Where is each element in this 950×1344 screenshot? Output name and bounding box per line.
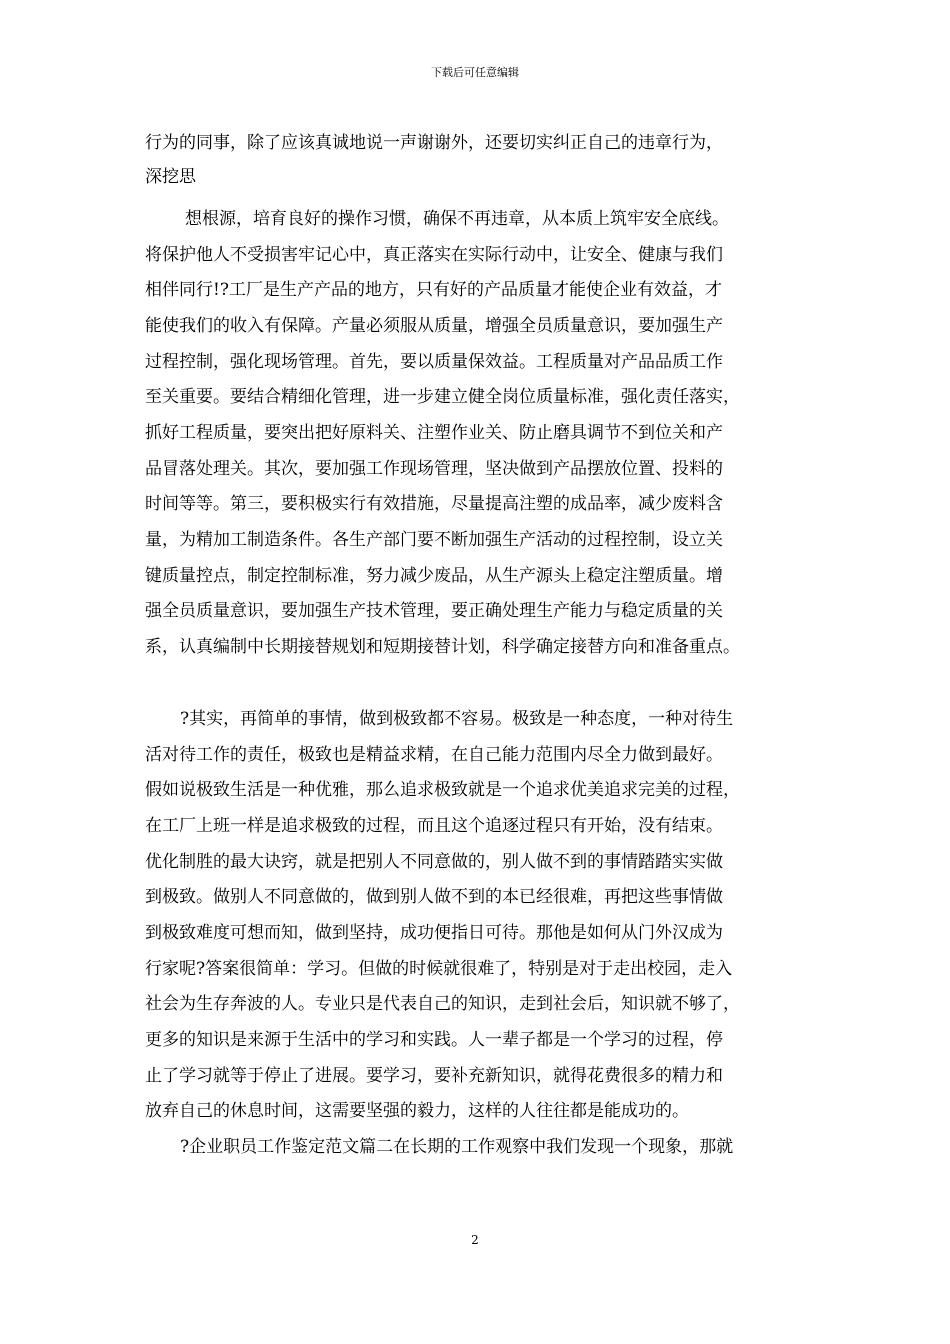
text-line: 在工厂上班一样是追求极致的过程，而且这个追逐过程只有开始，没有结束。 bbox=[145, 816, 723, 836]
text-line: 过程控制，强化现场管理。首先，要以质量保效益。工程质量对产品品质工作 bbox=[145, 352, 723, 372]
text-line: 将保护他人不受损害牢记心中，真正落实在实际行动中，让安全、健康与我们 bbox=[145, 245, 723, 265]
text-line: 到极致。做别人不同意做的，做到别人做不到的本已经很难，再把这些事情做 bbox=[145, 887, 723, 907]
text-line: 止了学习就等于停止了进展。要学习，要补充新知识，就得花费很多的精力和 bbox=[145, 1066, 723, 1086]
text-line: 社会为生存奔波的人。专业只是代表自己的知识，走到社会后，知识就不够了， bbox=[145, 994, 740, 1014]
text-line: 抓好工程质量，要突出把好原料关、注塑作业关、防止磨具调节不到位关和产 bbox=[145, 423, 723, 443]
text-line: 优化制胜的最大诀窍，就是把别人不同意做的，别人做不到的事情踏踏实实做 bbox=[145, 852, 723, 872]
text-line: 时间等等。第三，要积极实行有效措施，尽量提高注塑的成品率，减少废料含 bbox=[145, 494, 723, 514]
text-line: 深挖思 bbox=[145, 167, 196, 187]
text-line: 相伴同行!?工厂是生产产品的地方，只有好的产品质量才能使企业有效益，才 bbox=[145, 280, 722, 300]
text-line: ?其实，再简单的事情，做到极致都不容易。极致是一种态度，一种对待生 bbox=[180, 709, 734, 729]
text-line: ?企业职员工作鉴定范文篇二在长期的工作观察中我们发现一个现象，那就 bbox=[180, 1137, 734, 1157]
text-line: 活对待工作的责任，极致也是精益求精，在自己能力范围内尽全力做到最好。 bbox=[145, 745, 723, 765]
text-line: 假如说极致生活是一种优雅，那么追求极致就是一个追求优美追求完美的过程， bbox=[145, 780, 740, 800]
text-line: 想根源，培育良好的操作习惯，确保不再违章，从本质上筑牢安全底线。 bbox=[185, 209, 729, 229]
text-line: 放弃自己的休息时间，这需要坚强的毅力，这样的人往往都是能成功的。 bbox=[145, 1101, 689, 1121]
text-line: 强全员质量意识，要加强生产技术管理，要正确处理生产能力与稳定质量的关 bbox=[145, 601, 723, 621]
text-line: 行家呢?答案很简单：学习。但做的时候就很难了，特别是对于走出校园，走入 bbox=[145, 959, 733, 979]
text-line: 行为的同事，除了应该真诚地说一声谢谢外，还要切实纠正自己的违章行为， bbox=[145, 133, 723, 153]
text-line: 键质量控点，制定控制标准，努力减少废品，从生产源头上稳定注塑质量。增 bbox=[145, 566, 723, 586]
text-line: 量，为精加工制造条件。各生产部门要不断加强生产活动的过程控制，设立关 bbox=[145, 530, 723, 550]
text-line: 至关重要。要结合精细化管理，进一步建立健全岗位质量标准，强化责任落实， bbox=[145, 387, 740, 407]
text-line: 到极致难度可想而知，做到坚持，成功便指日可待。那他是如何从门外汉成为 bbox=[145, 923, 723, 943]
text-line: 能使我们的收入有保障。产量必须服从质量，增强全员质量意识，要加强生产 bbox=[145, 316, 723, 336]
text-line: 品冒落处理关。其次，要加强工作现场管理，坚决做到产品摆放位置、投料的 bbox=[145, 459, 723, 479]
text-line: 更多的知识是来源于生活中的学习和实践。人一辈子都是一个学习的过程，停 bbox=[145, 1030, 723, 1050]
text-line: 系，认真编制中长期接替规划和短期接替计划，科学确定接替方向和准备重点。 bbox=[145, 637, 740, 657]
page-header: 下载后可任意编辑 bbox=[431, 66, 519, 79]
page-number: 2 bbox=[471, 1233, 479, 1247]
